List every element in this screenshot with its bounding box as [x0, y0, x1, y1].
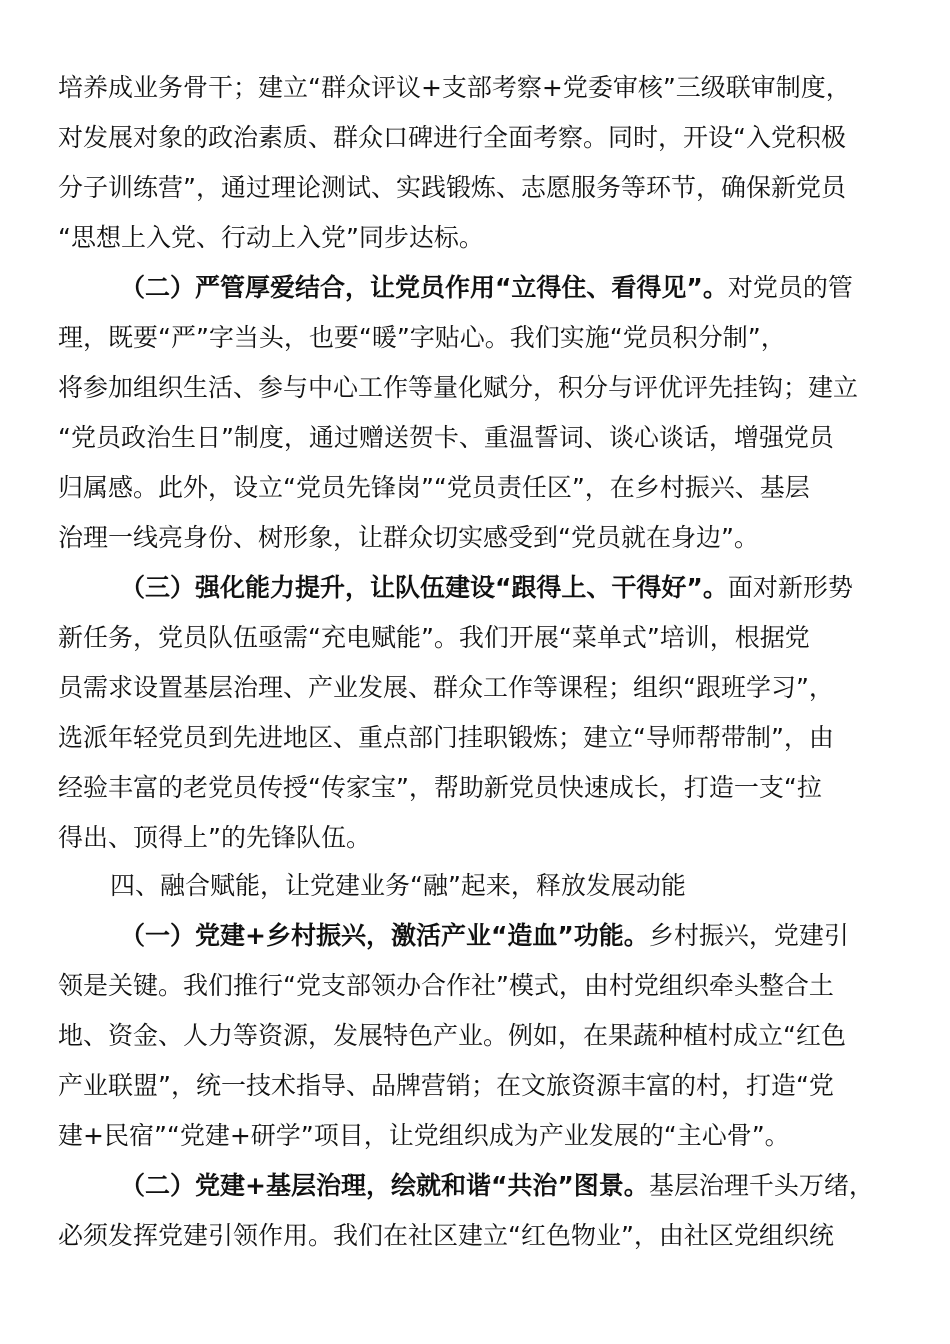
subheading-line — [120, 1169, 900, 1203]
paragraph-line: 必须发挥党建引领作用。我们在社区建立“红色物业”，由社区党组织统 — [58, 1221, 834, 1250]
paragraph-line: 对发展对象的政治素质、群众口碑进行全面考察。同时，开设“入党积极 — [58, 123, 846, 152]
paragraph-line: “思想上入党、行动上入党”同步达标。 — [58, 223, 484, 252]
paragraph-line: 归属感。此外，设立“党员先锋岗”“党员责任区”，在乡村振兴、基层 — [58, 473, 810, 502]
paragraph-line: 分子训练营”，通过理论测试、实践锻炼、志愿服务等环节，确保新党员 — [58, 173, 846, 202]
paragraph-line: 理，既要“严”字当头，也要“暖”字贴心。我们实施“党员积分制”， — [58, 323, 786, 352]
subheading-text: 对党员的管 — [727, 273, 853, 302]
subheading-text: 乡村振兴，党建引 — [648, 921, 849, 950]
subheading-line — [120, 571, 900, 605]
paragraph-line: 新任务，党员队伍亟需“充电赋能”。我们开展“菜单式”培训，根据党 — [58, 623, 810, 652]
paragraph-line: 选派年轻党员到先进地区、重点部门挂职锻炼；建立“导师帮带制”，由 — [58, 723, 834, 752]
subheading-bold: （二）党建+基层治理，绘就和谐“共治”图景。 — [120, 1171, 649, 1200]
paragraph-line: 领是关键。我们推行“党支部领办合作社”模式，由村党组织牵头整合土 — [58, 971, 834, 1000]
paragraph-line: 将参加组织生活、参与中心工作等量化赋分，积分与评优评先挂钩；建立 — [58, 373, 859, 402]
subheading-bold: （一）党建+乡村振兴，激活产业“造血”功能。 — [120, 921, 649, 950]
subheading-bold: （二）严管厚爱结合，让党员作用“立得住、看得见”。 — [120, 273, 728, 302]
subheading-text: 基层治理千头万绪， — [648, 1171, 874, 1200]
paragraph-line: “党员政治生日”制度，通过赠送贺卡、重温誓词、谈心谈话，增强党员 — [58, 423, 834, 452]
paragraph-line: 建+民宿”“党建+研学”项目，让党组织成为产业发展的“主心骨”。 — [58, 1121, 790, 1150]
paragraph-line: 得出、顶得上”的先锋队伍。 — [58, 823, 371, 852]
paragraph-line: 培养成业务骨干；建立“群众评议+支部考察+党委审核”三级联审制度， — [58, 73, 851, 102]
subheading-text: 面对新形势 — [727, 573, 853, 602]
subheading-bold: （三）强化能力提升，让队伍建设“跟得上、干得好”。 — [120, 573, 728, 602]
subheading-line — [120, 919, 900, 953]
paragraph-line: 产业联盟”，统一技术指导、品牌营销；在文旅资源丰富的村，打造“党 — [58, 1071, 834, 1100]
subheading-line — [120, 271, 900, 305]
paragraph-line: 员需求设置基层治理、产业发展、群众工作等课程；组织“跟班学习”， — [58, 673, 834, 702]
paragraph-line: 经验丰富的老党员传授“传家宝”，帮助新党员快速成长，打造一支“拉 — [58, 773, 822, 802]
paragraph-line: 地、资金、人力等资源，发展特色产业。例如，在果蔬种植村成立“红色 — [58, 1021, 846, 1050]
section-heading: 四、融合赋能，让党建业务“融”起来，释放发展动能 — [110, 871, 686, 900]
paragraph-line: 治理一线亮身份、树形象，让群众切实感受到“党员就在身边”。 — [58, 523, 759, 552]
